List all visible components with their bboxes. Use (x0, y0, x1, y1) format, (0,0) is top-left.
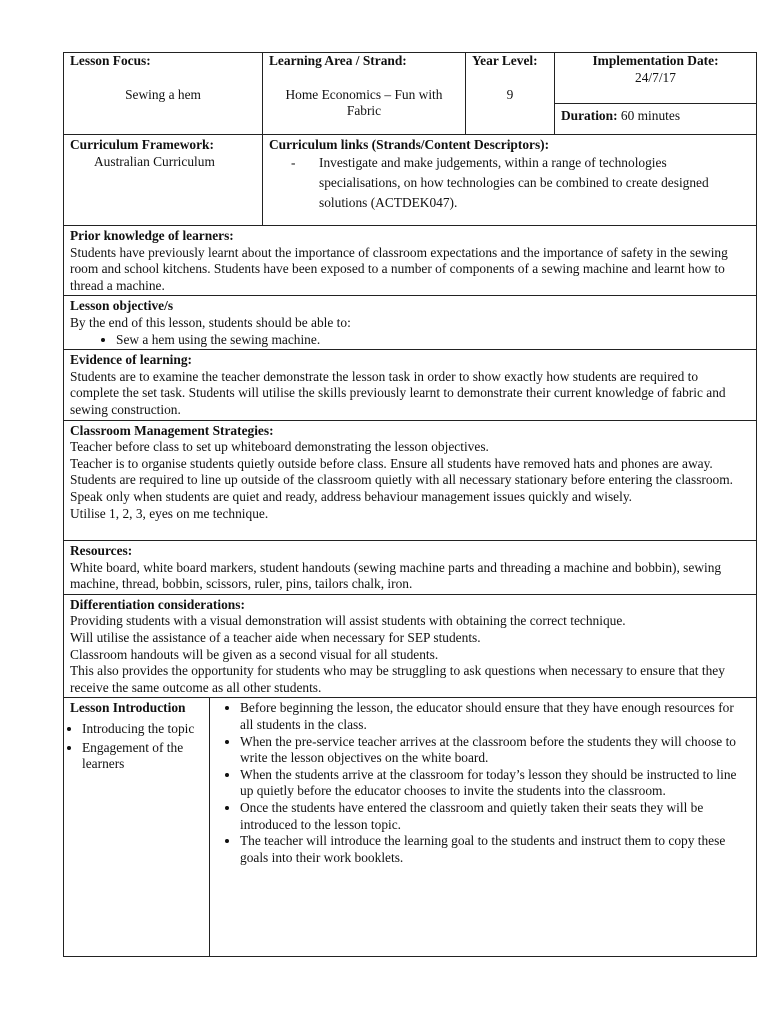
duration-label: Duration: (561, 108, 618, 123)
resources-label: Resources: (70, 543, 133, 559)
curriculum-link-item: - Investigate and make judgements, within a range of technologies specialisations, on how technologies can be combined to create designed solutions (ACTDEK047). (309, 153, 750, 213)
implementation-date-value: 24/7/17 (635, 69, 676, 85)
prior-knowledge-section (64, 226, 757, 296)
year-level-value: 9 (506, 86, 514, 102)
lesson-focus-cell (64, 53, 263, 135)
prior-knowledge-label: Prior knowledge of learners: (70, 228, 234, 243)
differentiation-line: This also provides the opportunity for students who may be struggling to ask questions when necessary to ensure that they receive the same outcome as all other students. (70, 663, 725, 695)
year-level-label: Year Level: (472, 53, 538, 68)
differentiation-line: Providing students with a visual demonstration will assist students with obtaining the correct technique. (70, 613, 626, 629)
lesson-objective-item: • Sew a hem using the sewing machine. (116, 332, 750, 349)
learning-area-cell (263, 53, 466, 135)
differentiation-line: Will utilise the assistance of a teacher aide when necessary for SEP students. (70, 630, 481, 646)
evidence-section (64, 350, 757, 420)
lesson-objective-list (70, 332, 750, 349)
management-line: Teacher before class to set up whiteboard demonstrating the lesson objectives. (70, 439, 489, 455)
prior-knowledge-text: Students have previously learnt about the importance of classroom expectations and the importance of safety in the sewing room and school kitchens. Students have been exposed to a number of components of a sewing machine and learnt how to thread a machine. (70, 244, 728, 293)
lesson-introduction-table (63, 697, 757, 957)
introduction-step: • Once the students have entered the classroom and quietly taken their seats they will be introduced to the lesson topic. (240, 800, 750, 833)
lesson-focus-value: Sewing a hem (125, 86, 201, 102)
evidence-label: Evidence of learning: (70, 352, 192, 368)
classroom-management-section (64, 420, 757, 541)
introduction-side-item: • Engagement of the learners (82, 740, 203, 773)
introduction-step: • The teacher will introduce the learning goal to the students and instruct them to copy these goals into their work booklets. (240, 833, 750, 866)
evidence-text: Students are to examine the teacher demonstrate the lesson task in order to show exactly how students are required to complete the set task. Students will utilise the skills previously learnt to demonstrate their current knowledge of fabric and sewing construction. (70, 368, 726, 417)
learning-area-value: Home Economics – Fun with Fabric (285, 86, 443, 119)
introduction-side-list (70, 721, 203, 773)
implementation-date-cell (555, 53, 757, 104)
introduction-steps-list (216, 700, 750, 866)
lesson-objective-section (64, 296, 757, 350)
management-line: Utilise 1, 2, 3, eyes on me technique. (70, 505, 269, 521)
curriculum-links-label: Curriculum links (Strands/Content Descriptors): (269, 137, 550, 152)
differentiation-section (64, 594, 757, 698)
introduction-step: • When the pre-service teacher arrives at the classroom before the students they will choose to write the lesson objectives on the white board. (240, 734, 750, 767)
lesson-objective-text: By the end of this lesson, students should be able to: (70, 314, 351, 330)
curriculum-framework-value: Australian Curriculum (94, 153, 215, 169)
implementation-date-label: Implementation Date: (592, 53, 719, 68)
differentiation-label: Differentiation considerations: (70, 596, 245, 612)
introduction-step: • When the students arrive at the classroom for today’s lesson they should be instructed to line up quietly before the educator chooses to invite the students into the classroom. (240, 767, 750, 800)
lesson-objective-label: Lesson objective/s (70, 298, 174, 314)
curriculum-framework-label: Curriculum Framework: (70, 137, 214, 152)
lesson-plan-header-table (63, 52, 757, 698)
curriculum-links-cell (263, 135, 757, 226)
classroom-management-label: Classroom Management Strategies: (70, 422, 274, 438)
management-line: Students are required to line up outside of the classroom quietly with all necessary stationary before entering the classroom. (70, 472, 734, 488)
introduction-steps-cell (210, 698, 757, 957)
lesson-plan-page (63, 52, 756, 957)
duration-value: 60 minutes (620, 108, 681, 123)
curriculum-links-list (269, 153, 750, 213)
introduction-step: • Before beginning the lesson, the educator should ensure that they have enough resources for all students in the class. (240, 700, 750, 733)
introduction-side-item: • Introducing the topic (82, 721, 203, 738)
management-line: Teacher is to organise students quietly outside before class. Ensure all students have removed hats and phones are away. (70, 455, 713, 471)
resources-section (64, 541, 757, 595)
year-level-cell (466, 53, 555, 135)
lesson-focus-label: Lesson Focus: (70, 53, 151, 68)
introduction-label: Lesson Introduction (70, 700, 186, 716)
learning-area-label: Learning Area / Strand: (269, 53, 407, 68)
introduction-side-cell (64, 698, 210, 957)
curriculum-framework-cell (64, 135, 263, 226)
differentiation-line: Classroom handouts will be given as a second visual for all students. (70, 646, 439, 662)
management-line: Speak only when students are quiet and ready, address behaviour management issues quickly and wisely. (70, 488, 633, 504)
resources-text: White board, white board markers, student handouts (sewing machine parts and threading a machine and bobbin), sewing machine, thread, bobbin, scissors, ruler, pins, tailors chalk, iron. (70, 559, 722, 592)
duration-cell (555, 104, 757, 135)
